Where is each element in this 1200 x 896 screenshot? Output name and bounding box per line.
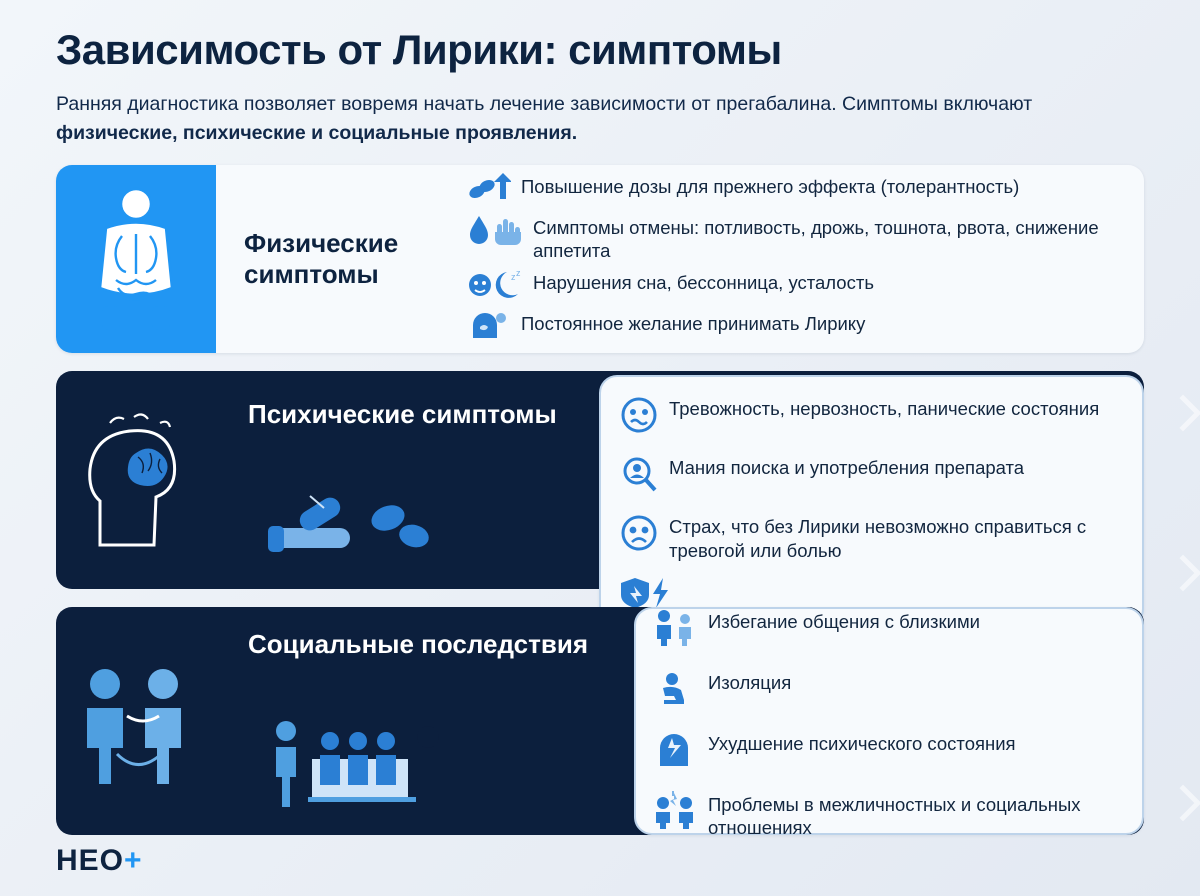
social-category-title: Социальные последствия — [248, 628, 589, 659]
magnifier-search-icon — [619, 454, 659, 499]
two-people-illustration — [56, 607, 216, 835]
social-body — [216, 607, 1144, 839]
chevron-right-icon — [1165, 785, 1200, 822]
mental-items-panel — [599, 375, 1144, 627]
list-item-label: Симптомы отмены: потливость, дрожь, тошнота, рвота, снижение аппетита — [533, 216, 1099, 262]
physical-body-illustration — [56, 165, 216, 353]
fear-face-icon — [619, 513, 659, 558]
page-title: Зависимость от Лирики: симптомы — [56, 26, 782, 73]
group-of-people-illustration — [268, 707, 468, 817]
anxious-face-icon — [619, 395, 659, 440]
chevron-right-icon — [1165, 555, 1200, 592]
social-items-panel — [634, 607, 1144, 839]
block-physical-symptoms — [56, 165, 1144, 353]
physical-body — [216, 165, 1144, 353]
list-item-label: Постоянное желание принимать Лирику — [521, 313, 866, 334]
sweat-drop-tremor-hand-icon — [467, 214, 523, 251]
list-item — [619, 395, 1124, 440]
physical-category-title: Физические симптомы — [244, 227, 399, 289]
svg-text:z: z — [516, 269, 521, 278]
list-item-label: Повышение дозы для прежнего эффекта (толерантность) — [521, 175, 1020, 197]
list-item — [619, 454, 1124, 499]
brand-logo — [56, 844, 143, 878]
block-social-consequences — [56, 607, 1144, 839]
page-subtitle — [56, 90, 1144, 147]
pills-up-arrow-icon — [467, 173, 511, 208]
list-item — [652, 791, 1128, 840]
list-item-label: Ухудшение психического состояния — [708, 732, 1016, 754]
list-item — [467, 310, 1132, 345]
list-item-label: Мания поиска и употребления препарата — [669, 456, 1025, 478]
block-mental-symptoms — [56, 371, 1144, 589]
chevron-right-icon — [1165, 395, 1200, 432]
physical-items — [467, 173, 1132, 345]
list-item-label: Страх, что без Лирики невозможно справиться с тревогой или болью — [669, 515, 1087, 561]
sleep-moon-icon — [467, 269, 523, 304]
brand-logo-text: НЕО — [56, 844, 125, 877]
brain-head-illustration — [56, 371, 216, 589]
list-item-label: Нарушения сна, бессонница, усталость — [533, 272, 874, 293]
two-people-avoidance-icon — [652, 608, 698, 651]
mental-body — [216, 371, 1144, 589]
mental-category-title: Психические симптомы — [248, 398, 557, 429]
svg-text:z: z — [511, 272, 516, 282]
head-cracked-icon — [652, 730, 698, 773]
list-item — [467, 214, 1132, 263]
list-item — [619, 513, 1124, 562]
list-item — [467, 269, 1132, 304]
list-item — [652, 669, 1128, 712]
craving-head-icon — [467, 310, 511, 345]
list-item-label: Изоляция — [708, 671, 792, 693]
sitting-alone-icon — [652, 669, 698, 712]
list-item-label: Избегание общения с близкими — [708, 610, 980, 632]
hand-with-pills-illustration — [268, 482, 448, 567]
list-item — [467, 173, 1132, 208]
list-item — [652, 608, 1128, 651]
conflict-people-icon — [652, 791, 698, 834]
subtitle-emphasis: физические, психические и социальные проявления. — [56, 121, 578, 144]
list-item — [652, 730, 1128, 773]
list-item-label: Тревожность, нервозность, панические состояния — [669, 397, 1100, 419]
subtitle-text: Ранняя диагностика позволяет вовремя начать лечение зависимости от прегабалина. Симптомы включают — [56, 93, 1033, 116]
list-item-label: Проблемы в межличностных и социальных отношениях — [708, 793, 1081, 839]
brand-logo-plus: + — [124, 844, 143, 877]
